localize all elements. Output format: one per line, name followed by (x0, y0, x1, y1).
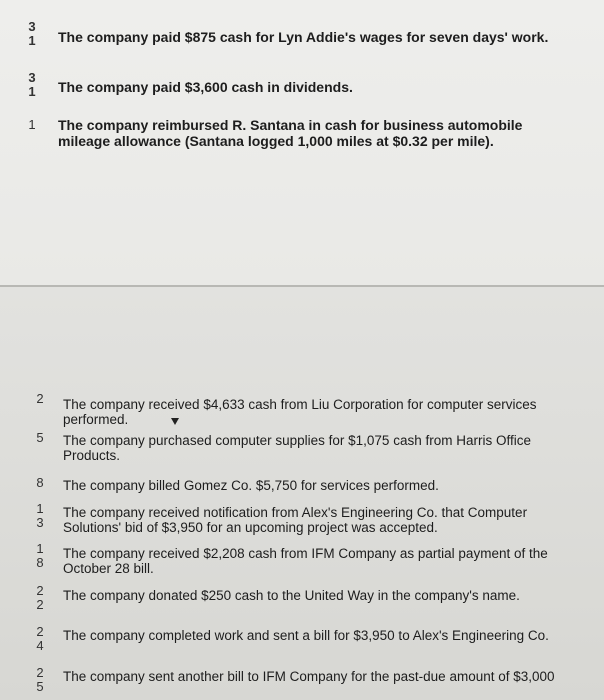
transaction-text: The company paid $875 cash for Lyn Addie's wages for seven days' work. (58, 29, 549, 45)
transaction-text: The company billed Gomez Co. $5,750 for services performed. (63, 478, 439, 493)
day-number: 1 8 (36, 541, 44, 570)
transaction-text: The company sent another bill to IFM Company for the past-due amount of $3,000 (63, 669, 555, 684)
day-number: 3 1 (28, 70, 36, 99)
cursor-icon (171, 418, 179, 425)
day-number: 5 (36, 430, 44, 445)
transaction-text: The company received notification from Alex's Engineering Co. that Computer Solutions' bid of $3,950 for an upcoming project was accepted. (63, 505, 528, 535)
day-number: 2 2 (36, 583, 44, 612)
day-number: 8 (36, 475, 44, 490)
day-number: 3 1 (28, 19, 36, 48)
transaction-text: The company reimbursed R. Santana in cash for business automobile mileage allowance (Santana logged 1,000 miles at $0.32 per mile). (58, 117, 523, 149)
transaction-text: The company completed work and sent a bill for $3,950 to Alex's Engineering Co. (63, 628, 549, 643)
day-number: 2 5 (36, 665, 44, 694)
day-number: 2 (36, 391, 44, 406)
transaction-text: The company received $2,208 cash from IFM Company as partial payment of the October 28 bill. (63, 546, 548, 576)
transaction-text: The company donated $250 cash to the United Way in the company's name. (63, 588, 520, 603)
transaction-text: The company purchased computer supplies for $1,075 cash from Harris Office Products. (63, 433, 531, 463)
day-number: 1 (28, 117, 36, 132)
transaction-text: The company paid $3,600 cash in dividends. (58, 79, 353, 95)
top-panel (0, 0, 604, 285)
day-number: 2 4 (36, 624, 44, 653)
transaction-text: The company received $4,633 cash from Liu Corporation for computer services performed. (63, 397, 537, 427)
day-number: 1 3 (36, 501, 44, 530)
